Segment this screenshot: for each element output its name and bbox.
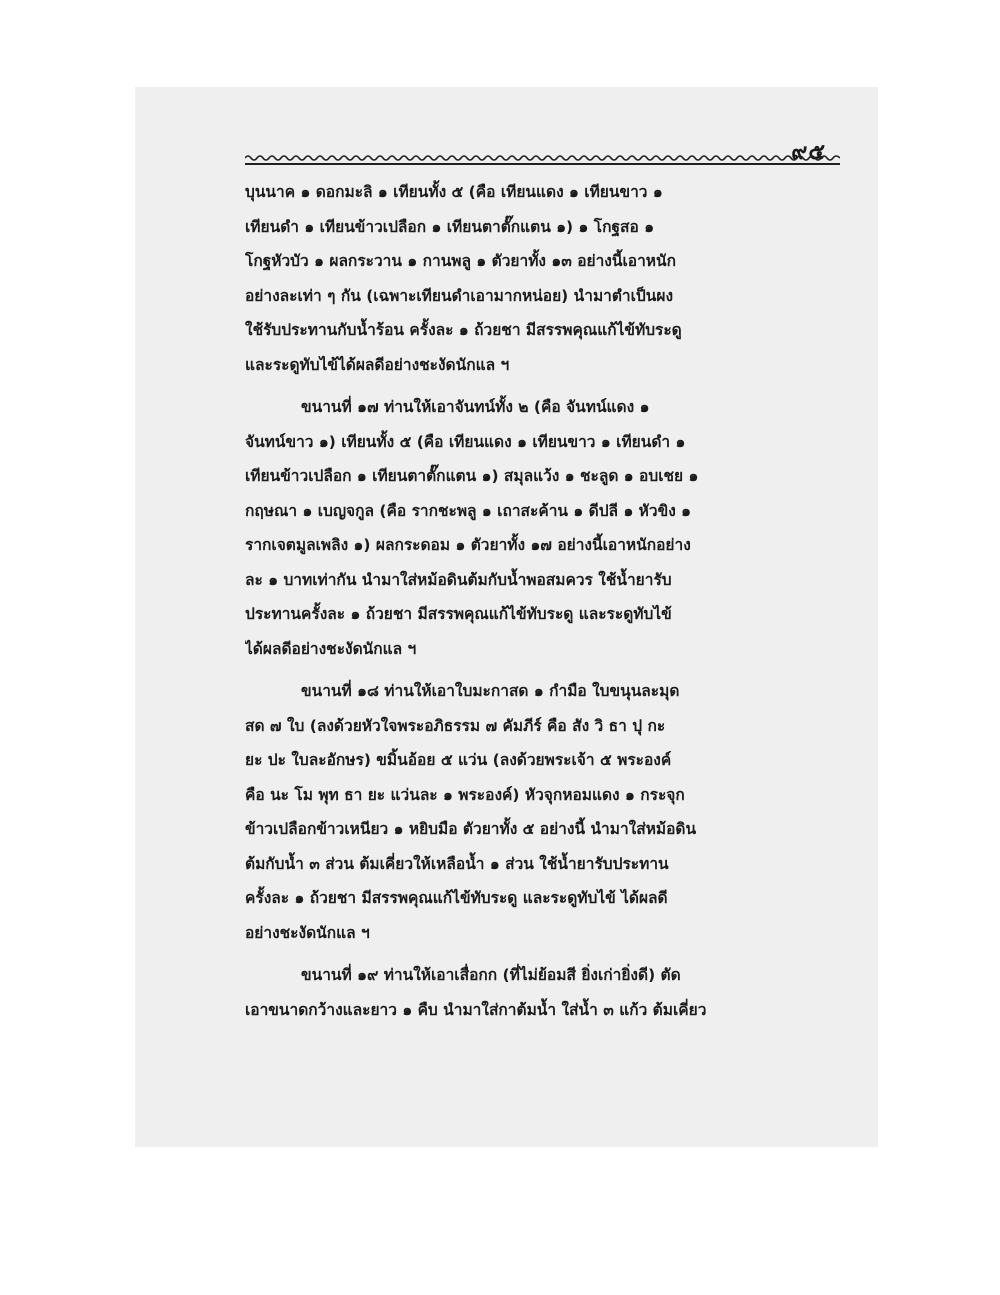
text-line: ประทานครั้งละ ๑ ถ้วยชา มีสรรพคุณแก้ไข้ทับระดู และระดูทับไข้ — [245, 605, 672, 623]
text-line: ละ ๑ บาทเท่ากัน นำมาใส่หม้อดินต้มกับน้ำพอสมควร ใช้น้ำยารับ — [245, 570, 672, 589]
text-line: สด ๗ ใบ (ลงด้วยหัวใจพระอภิธรรม ๗ คัมภีร์ คือ สัง วิ ธา ปุ กะ — [245, 716, 666, 735]
paragraph-1 — [245, 175, 790, 382]
page-number: ๙๕ — [791, 140, 826, 165]
text-line: ขนานที่ ๑๙ ท่านให้เอาเสื่อกก (ที่ไม่ย้อมสี ยิ่งเก่ายิ่งดี) ตัด — [301, 966, 681, 984]
decorative-wavy-rule — [245, 152, 840, 168]
text-line: กฤษณา ๑ เบญจกูล (คือ รากชะพลู ๑ เถาสะค้าน ๑ ดีปลี ๑ หัวขิง ๑ — [245, 501, 691, 520]
paragraph-3 — [245, 674, 790, 950]
text-line: เทียนข้าวเปลือก ๑ เทียนตาตั๊กแตน ๑) สมุลแว้ง ๑ ชะลูด ๑ อบเชย ๑ — [245, 467, 699, 485]
body-text — [245, 175, 790, 1035]
text-line: ต้มกับน้ำ ๓ ส่วน ต้มเคี่ยวให้เหลือน้ำ ๑ ส่วน ใช้น้ำยารับประทาน — [245, 854, 669, 873]
text-line: โกฐหัวบัว ๑ ผลกระวาน ๑ กานพลู ๑ ตัวยาทั้ง ๑๓ อย่างนี้เอาหนัก — [245, 252, 676, 270]
text-line: เอาขนาดกว้างและยาว ๑ คืบ นำมาใส่กาต้มน้ำ ใส่น้ำ ๓ แก้ว ต้มเคี่ยว — [245, 1000, 707, 1019]
text-line: เทียนดำ ๑ เทียนข้าวเปลือก ๑ เทียนตาตั๊กแตน ๑) ๑ โกฐสอ ๑ — [245, 217, 655, 236]
text-line: ยะ ปะ ใบละอักษร) ขมิ้นอ้อย ๕ แว่น (ลงด้วยพระเจ้า ๕ พระองค์ — [245, 751, 672, 769]
text-line: รากเจตมูลเพลิง ๑) ผลกระดอม ๑ ตัวยาทั้ง ๑๗ อย่างนี้เอาหนักอย่าง — [245, 536, 691, 554]
paragraph-2 — [245, 390, 790, 666]
text-line: ครั้งละ ๑ ถ้วยชา มีสรรพคุณแก้ไข้ทับระดู และระดูทับไข้ ได้ผลดี — [245, 889, 668, 907]
text-line: อย่างละเท่า ๆ กัน (เฉพาะเทียนดำเอามากหน่อย) นำมาตำเป็นผง — [245, 286, 674, 305]
text-line: ขนานที่ ๑๘ ท่านให้เอาใบมะกาสด ๑ กำมือ ใบขนุนละมุด — [301, 682, 680, 700]
scanned-page — [135, 87, 878, 1147]
text-line: ขนานที่ ๑๗ ท่านให้เอาจันทน์ทั้ง ๒ (คือ จันทน์แดง ๑ — [301, 398, 650, 416]
paragraph-4 — [245, 958, 790, 1027]
text-line: ได้ผลดีอย่างชะงัดนักแล ฯ — [245, 639, 417, 658]
text-line: อย่างชะงัดนักแล ฯ — [245, 923, 370, 942]
text-line: ใช้รับประทานกับน้ำร้อน ครั้งละ ๑ ถ้วยชา มีสรรพคุณแก้ไข้ทับระดู — [245, 321, 682, 339]
text-line: ข้าวเปลือกข้าวเหนียว ๑ หยิบมือ ตัวยาทั้ง ๕ อย่างนี้ นำมาใส่หม้อดิน — [245, 820, 697, 838]
text-line: คือ นะ โม พุท ธา ยะ แว่นละ ๑ พระองค์) หัวจุกหอมแดง ๑ กระจุก — [245, 785, 685, 804]
text-line: จันทน์ขาว ๑) เทียนทั้ง ๕ (คือ เทียนแดง ๑ เทียนขาว ๑ เทียนดำ ๑ — [245, 432, 686, 451]
text-line: บุนนาค ๑ ดอกมะลิ ๑ เทียนทั้ง ๕ (คือ เทียนแดง ๑ เทียนขาว ๑ — [245, 183, 663, 201]
text-line: และระดูทับไข้ได้ผลดีอย่างชะงัดนักแล ฯ — [245, 355, 510, 374]
